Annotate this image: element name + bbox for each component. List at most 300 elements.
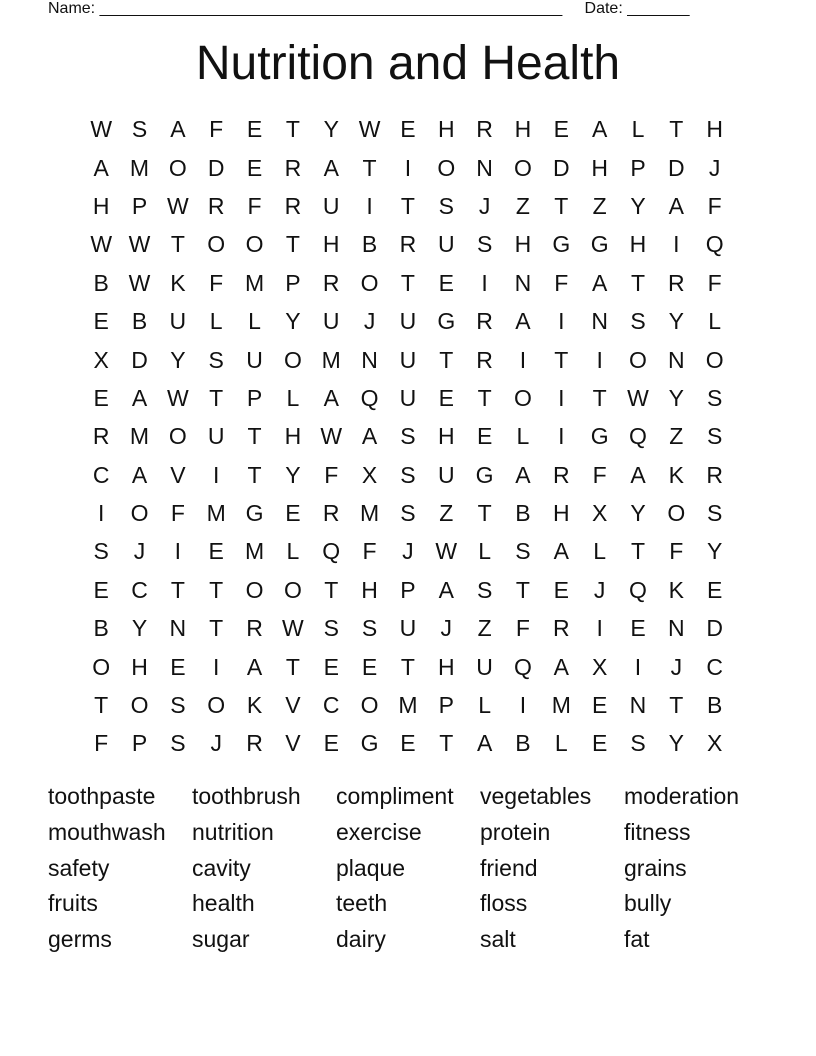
- grid-letter: B: [93, 615, 109, 642]
- word-bank-item: toothbrush: [192, 783, 301, 809]
- grid-letter: U: [207, 423, 225, 450]
- grid-letter: R: [476, 308, 493, 335]
- grid-letter: G: [590, 423, 609, 450]
- grid-letter: F: [592, 461, 607, 488]
- grid-letter: A: [361, 423, 378, 450]
- grid-letter: E: [246, 116, 263, 143]
- grid-letter: G: [245, 500, 264, 527]
- word-bank-item: dairy: [336, 926, 386, 953]
- grid-letter: F: [669, 538, 684, 565]
- grid-letter: S: [707, 423, 723, 450]
- word-bank-item: mouthwash: [48, 818, 166, 845]
- grid-letter: F: [324, 461, 339, 488]
- grid-letter: H: [706, 116, 723, 143]
- grid-letter: R: [246, 730, 263, 757]
- grid-letter: A: [630, 461, 646, 488]
- word-bank-item: plaque: [336, 854, 406, 881]
- grid-letter: T: [554, 346, 569, 373]
- grid-letter: N: [629, 692, 647, 719]
- grid-letter: L: [516, 423, 530, 450]
- grid-letter: N: [514, 269, 532, 296]
- grid-letter: J: [593, 576, 606, 603]
- grid-letter: U: [437, 461, 455, 488]
- grid-letter: T: [170, 231, 185, 258]
- grid-letter: H: [322, 231, 340, 258]
- grid-letter: W: [282, 615, 304, 642]
- grid-letter: P: [131, 730, 148, 757]
- grid-letter: N: [668, 346, 685, 373]
- grid-letter: O: [514, 154, 532, 181]
- grid-letter: J: [670, 653, 683, 680]
- grid-letter: H: [92, 192, 110, 219]
- grid-letter: R: [668, 269, 685, 296]
- grid-letter: S: [400, 500, 416, 527]
- grid-letter: M: [129, 154, 150, 181]
- word-bank-item: protein: [480, 818, 551, 845]
- grid-letter: H: [514, 116, 532, 143]
- grid-letter: U: [169, 308, 187, 335]
- grid-letter: H: [361, 576, 378, 603]
- grid-letter: E: [246, 154, 263, 181]
- grid-letter: P: [246, 384, 263, 411]
- grid-letter: M: [359, 500, 380, 527]
- grid-letter: E: [323, 653, 339, 680]
- grid-letter: O: [667, 500, 686, 527]
- word-bank-item: fat: [624, 926, 650, 953]
- grid-letter: U: [476, 653, 493, 680]
- grid-letter: E: [208, 538, 224, 565]
- grid-letter: Z: [515, 192, 530, 219]
- grid-letter: A: [93, 154, 109, 181]
- grid-letter: H: [629, 231, 647, 258]
- grid-letter: T: [94, 692, 109, 719]
- grid-letter: T: [209, 384, 224, 411]
- grid-letter: A: [476, 730, 493, 757]
- grid-letter: P: [131, 192, 148, 219]
- grid-letter: O: [207, 692, 226, 719]
- grid-letter: W: [358, 116, 381, 143]
- grid-letter: E: [400, 116, 416, 143]
- grid-letter: O: [92, 653, 111, 680]
- grid-letter: T: [669, 692, 684, 719]
- grid-letter: L: [708, 308, 722, 335]
- grid-letter: R: [322, 500, 340, 527]
- grid-letter: T: [439, 730, 454, 757]
- grid-letter: E: [93, 384, 109, 411]
- grid-letter: M: [321, 346, 341, 373]
- grid-letter: O: [283, 576, 302, 603]
- grid-letter: W: [90, 231, 113, 258]
- grid-letter: T: [209, 576, 224, 603]
- grid-letter: A: [323, 384, 339, 411]
- grid-letter: U: [399, 384, 417, 411]
- grid-letter: E: [323, 730, 339, 757]
- grid-letter: D: [207, 154, 225, 181]
- grid-letter: W: [90, 116, 113, 143]
- grid-letter: B: [361, 231, 378, 258]
- grid-letter: T: [285, 653, 300, 680]
- grid-letter: T: [630, 538, 646, 565]
- grid-letter: S: [707, 500, 723, 527]
- grid-letter: E: [591, 692, 608, 719]
- grid-letter: E: [553, 576, 569, 603]
- grid-letter: O: [437, 154, 456, 181]
- grid-letter: R: [476, 116, 493, 143]
- page-title: Nutrition and Health: [195, 37, 621, 90]
- grid-letter: S: [131, 116, 148, 143]
- grid-row: [82, 264, 734, 302]
- grid-letter: I: [596, 615, 603, 642]
- grid-letter: O: [130, 692, 149, 719]
- word-bank-item: floss: [480, 890, 528, 917]
- grid-letter: A: [668, 192, 684, 219]
- grid-letter: N: [361, 346, 378, 373]
- grid-letter: O: [245, 576, 264, 603]
- grid-letter: S: [707, 384, 723, 411]
- grid-letter: R: [284, 192, 302, 219]
- grid-letter: J: [478, 192, 491, 219]
- grid-letter: X: [361, 461, 378, 488]
- grid-letter: E: [170, 653, 186, 680]
- grid-letter: H: [284, 423, 302, 450]
- grid-letter: L: [286, 384, 300, 411]
- grid-letter: O: [629, 346, 647, 373]
- grid-letter: Q: [322, 538, 341, 565]
- name-date-line: Name: ____________________________________________________ Date: _______: [48, 0, 690, 17]
- grid-letter: F: [94, 730, 109, 757]
- grid-letter: R: [92, 423, 110, 450]
- grid-letter: F: [554, 269, 569, 296]
- grid-letter: N: [591, 308, 608, 335]
- grid-letter: Y: [630, 192, 646, 219]
- grid-letter: T: [554, 192, 569, 219]
- grid-letter: L: [286, 538, 300, 565]
- grid-letter: A: [170, 116, 186, 143]
- word-bank-item: sugar: [192, 926, 250, 953]
- grid-letter: G: [552, 231, 571, 258]
- grid-letter: U: [322, 308, 340, 335]
- grid-letter: W: [167, 384, 189, 411]
- grid-letter: E: [285, 500, 301, 527]
- grid-letter: R: [552, 461, 570, 488]
- grid-letter: N: [476, 154, 493, 181]
- grid-letter: J: [708, 154, 721, 181]
- grid-letter: E: [400, 730, 416, 757]
- grid-letter: O: [360, 269, 379, 296]
- grid-letter: S: [208, 346, 224, 373]
- grid-letter: I: [213, 653, 220, 680]
- grid-letter: K: [246, 692, 263, 719]
- grid-letter: T: [439, 346, 454, 373]
- grid-letter: T: [477, 384, 492, 411]
- grid-letter: T: [400, 653, 415, 680]
- grid-letter: B: [93, 269, 109, 296]
- grid-letter: O: [130, 500, 149, 527]
- grid-letter: A: [515, 308, 531, 335]
- grid-row: [82, 110, 734, 148]
- grid-letter: E: [553, 116, 569, 143]
- grid-letter: Y: [285, 461, 301, 488]
- word-bank-item: compliment: [336, 783, 454, 809]
- grid-row: [82, 148, 734, 186]
- grid-letter: B: [515, 730, 531, 757]
- grid-letter: A: [323, 154, 339, 181]
- word-bank-item: fruits: [48, 890, 98, 917]
- grid-letter: S: [170, 692, 186, 719]
- grid-letter: Z: [592, 192, 607, 219]
- grid-letter: H: [514, 231, 532, 258]
- grid-letter: T: [247, 461, 262, 488]
- grid-letter: E: [630, 615, 646, 642]
- grid-row: [82, 647, 734, 685]
- grid-letter: F: [707, 269, 722, 296]
- grid-letter: O: [514, 384, 532, 411]
- grid-letter: P: [285, 269, 301, 296]
- grid-row: [82, 187, 734, 225]
- grid-letter: J: [133, 538, 146, 565]
- grid-letter: T: [592, 384, 607, 411]
- grid-letter: I: [519, 346, 527, 373]
- grid-letter: N: [169, 615, 187, 642]
- grid-letter: P: [438, 692, 454, 719]
- grid-letter: I: [481, 269, 488, 296]
- grid-letter: T: [209, 615, 224, 642]
- grid-letter: F: [247, 192, 262, 219]
- grid-letter: L: [593, 538, 607, 565]
- grid-letter: A: [131, 461, 148, 488]
- grid-letter: P: [400, 576, 416, 603]
- grid-letter: Y: [131, 615, 148, 642]
- grid-letter: F: [707, 192, 722, 219]
- grid-letter: S: [400, 423, 416, 450]
- grid-letter: Z: [669, 423, 684, 450]
- grid-letter: T: [324, 576, 339, 603]
- grid-letter: F: [362, 538, 377, 565]
- grid-letter: S: [170, 730, 186, 757]
- grid-letter: Y: [668, 308, 684, 335]
- grid-letter: G: [590, 231, 609, 258]
- grid-letter: H: [437, 423, 455, 450]
- grid-letter: M: [244, 538, 265, 565]
- grid-letter: U: [437, 231, 455, 258]
- grid-letter: S: [323, 615, 339, 642]
- grid-letter: Y: [323, 116, 339, 143]
- grid-row: [82, 494, 734, 532]
- grid-letter: M: [398, 692, 418, 719]
- grid-letter: A: [131, 384, 148, 411]
- grid-letter: Q: [360, 384, 379, 411]
- grid-letter: D: [668, 154, 685, 181]
- grid-row: [82, 686, 734, 724]
- grid-letter: U: [399, 346, 417, 373]
- grid-letter: H: [591, 154, 608, 181]
- word-bank-item: bully: [624, 890, 672, 917]
- grid-letter: R: [322, 269, 340, 296]
- grid-letter: O: [168, 154, 187, 181]
- grid-letter: W: [435, 538, 458, 565]
- grid-letter: L: [631, 116, 645, 143]
- grid-letter: G: [360, 730, 379, 757]
- grid-letter: E: [591, 730, 608, 757]
- grid-letter: S: [476, 576, 493, 603]
- word-bank-item: cavity: [192, 854, 251, 881]
- grid-letter: B: [131, 308, 148, 335]
- grid-letter: C: [322, 692, 340, 719]
- grid-letter: X: [591, 500, 608, 527]
- grid-letter: I: [673, 231, 680, 258]
- grid-letter: I: [558, 308, 565, 335]
- grid-letter: K: [170, 269, 186, 296]
- grid-letter: I: [404, 154, 412, 181]
- grid-letter: H: [437, 653, 455, 680]
- grid-letter: Q: [629, 423, 647, 450]
- grid-letter: C: [92, 461, 110, 488]
- grid-letter: V: [285, 692, 301, 719]
- grid-letter: A: [515, 461, 531, 488]
- grid-letter: W: [627, 384, 649, 411]
- grid-letter: V: [170, 461, 186, 488]
- grid-letter: J: [210, 730, 222, 757]
- grid-letter: I: [174, 538, 182, 565]
- grid-letter: M: [244, 269, 265, 296]
- grid-letter: T: [247, 423, 262, 450]
- grid-letter: T: [170, 576, 185, 603]
- grid-letter: S: [630, 308, 646, 335]
- grid-row: [82, 302, 734, 340]
- grid-row: [82, 456, 734, 494]
- grid-letter: X: [93, 346, 109, 373]
- grid-letter: W: [128, 231, 151, 258]
- grid-letter: W: [128, 269, 151, 296]
- grid-letter: A: [591, 116, 608, 143]
- grid-letter: R: [399, 231, 417, 258]
- grid-letter: L: [554, 730, 568, 757]
- grid-letter: I: [558, 423, 565, 450]
- grid-letter: Y: [707, 538, 723, 565]
- grid-letter: Q: [629, 576, 647, 603]
- grid-letter: O: [283, 346, 302, 373]
- grid-letter: K: [668, 576, 684, 603]
- grid-letter: W: [167, 192, 189, 219]
- word-bank-item: germs: [48, 926, 112, 953]
- grid-letter: A: [438, 576, 454, 603]
- grid-letter: I: [596, 346, 603, 373]
- grid-letter: I: [519, 692, 527, 719]
- grid-letter: S: [515, 538, 531, 565]
- grid-row: [82, 225, 734, 263]
- grid-letter: J: [440, 615, 453, 642]
- grid-letter: L: [209, 308, 223, 335]
- grid-letter: B: [707, 692, 723, 719]
- grid-letter: E: [707, 576, 723, 603]
- grid-letter: R: [706, 461, 723, 488]
- grid-letter: A: [553, 538, 569, 565]
- grid-letter: R: [246, 615, 263, 642]
- grid-letter: X: [591, 653, 608, 680]
- grid-letter: W: [320, 423, 343, 450]
- grid-letter: R: [284, 154, 302, 181]
- grid-letter: G: [475, 461, 494, 488]
- grid-letter: M: [206, 500, 226, 527]
- grid-letter: X: [707, 730, 723, 757]
- grid-letter: I: [213, 461, 220, 488]
- word-bank-item: fitness: [624, 818, 691, 845]
- grid-letter: O: [705, 346, 724, 373]
- grid-letter: Q: [705, 231, 724, 258]
- grid-letter: V: [285, 730, 301, 757]
- grid-letter: T: [630, 269, 646, 296]
- grid-letter: B: [515, 500, 531, 527]
- grid-row: [82, 724, 734, 762]
- grid-letter: G: [437, 308, 456, 335]
- grid-letter: T: [362, 154, 377, 181]
- grid-letter: Y: [668, 730, 684, 757]
- word-bank-item: salt: [480, 926, 516, 953]
- grid-letter: U: [399, 615, 417, 642]
- grid-letter: T: [515, 576, 530, 603]
- word-bank-item: nutrition: [192, 818, 274, 845]
- grid-row: [82, 340, 734, 378]
- grid-letter: H: [437, 116, 455, 143]
- word-bank: [48, 780, 788, 959]
- word-bank-item: friend: [480, 854, 538, 881]
- grid-letter: J: [363, 308, 376, 335]
- grid-letter: S: [400, 461, 416, 488]
- grid-letter: M: [551, 692, 571, 719]
- word-bank-item: toothpaste: [48, 783, 156, 809]
- grid-letter: S: [361, 615, 378, 642]
- grid-letter: L: [248, 308, 261, 335]
- word-bank-item: teeth: [336, 890, 388, 917]
- grid-letter: H: [552, 500, 570, 527]
- grid-letter: F: [515, 615, 530, 642]
- grid-letter: O: [168, 423, 187, 450]
- grid-letter: M: [129, 423, 150, 450]
- grid-letter: A: [246, 653, 263, 680]
- grid-letter: E: [476, 423, 493, 450]
- grid-letter: E: [361, 653, 378, 680]
- grid-letter: T: [400, 192, 415, 219]
- grid-letter: R: [476, 346, 493, 373]
- word-bank-item: exercise: [336, 818, 422, 845]
- grid-letter: F: [170, 500, 185, 527]
- grid-letter: F: [209, 269, 224, 296]
- grid-letter: I: [366, 192, 373, 219]
- grid-letter: U: [399, 308, 417, 335]
- word-bank-item: grains: [624, 854, 687, 881]
- grid-letter: Q: [514, 653, 532, 680]
- grid-letter: A: [553, 653, 569, 680]
- grid-letter: T: [477, 500, 492, 527]
- grid-row: [82, 532, 734, 570]
- grid-letter: E: [93, 576, 109, 603]
- grid-letter: Y: [170, 346, 186, 373]
- grid-letter: Z: [477, 615, 492, 642]
- grid-letter: K: [668, 461, 684, 488]
- grid-letter: J: [402, 538, 414, 565]
- grid-row: [82, 379, 734, 417]
- grid-letter: H: [131, 653, 148, 680]
- grid-letter: N: [668, 615, 685, 642]
- grid-letter: Y: [630, 500, 646, 527]
- grid-letter: C: [131, 576, 148, 603]
- word-bank-item: vegetables: [480, 783, 592, 809]
- grid-letter: R: [552, 615, 570, 642]
- grid-letter: T: [285, 231, 300, 258]
- grid-row: [82, 417, 734, 455]
- grid-letter: P: [630, 154, 646, 181]
- letter-grid: [82, 110, 734, 763]
